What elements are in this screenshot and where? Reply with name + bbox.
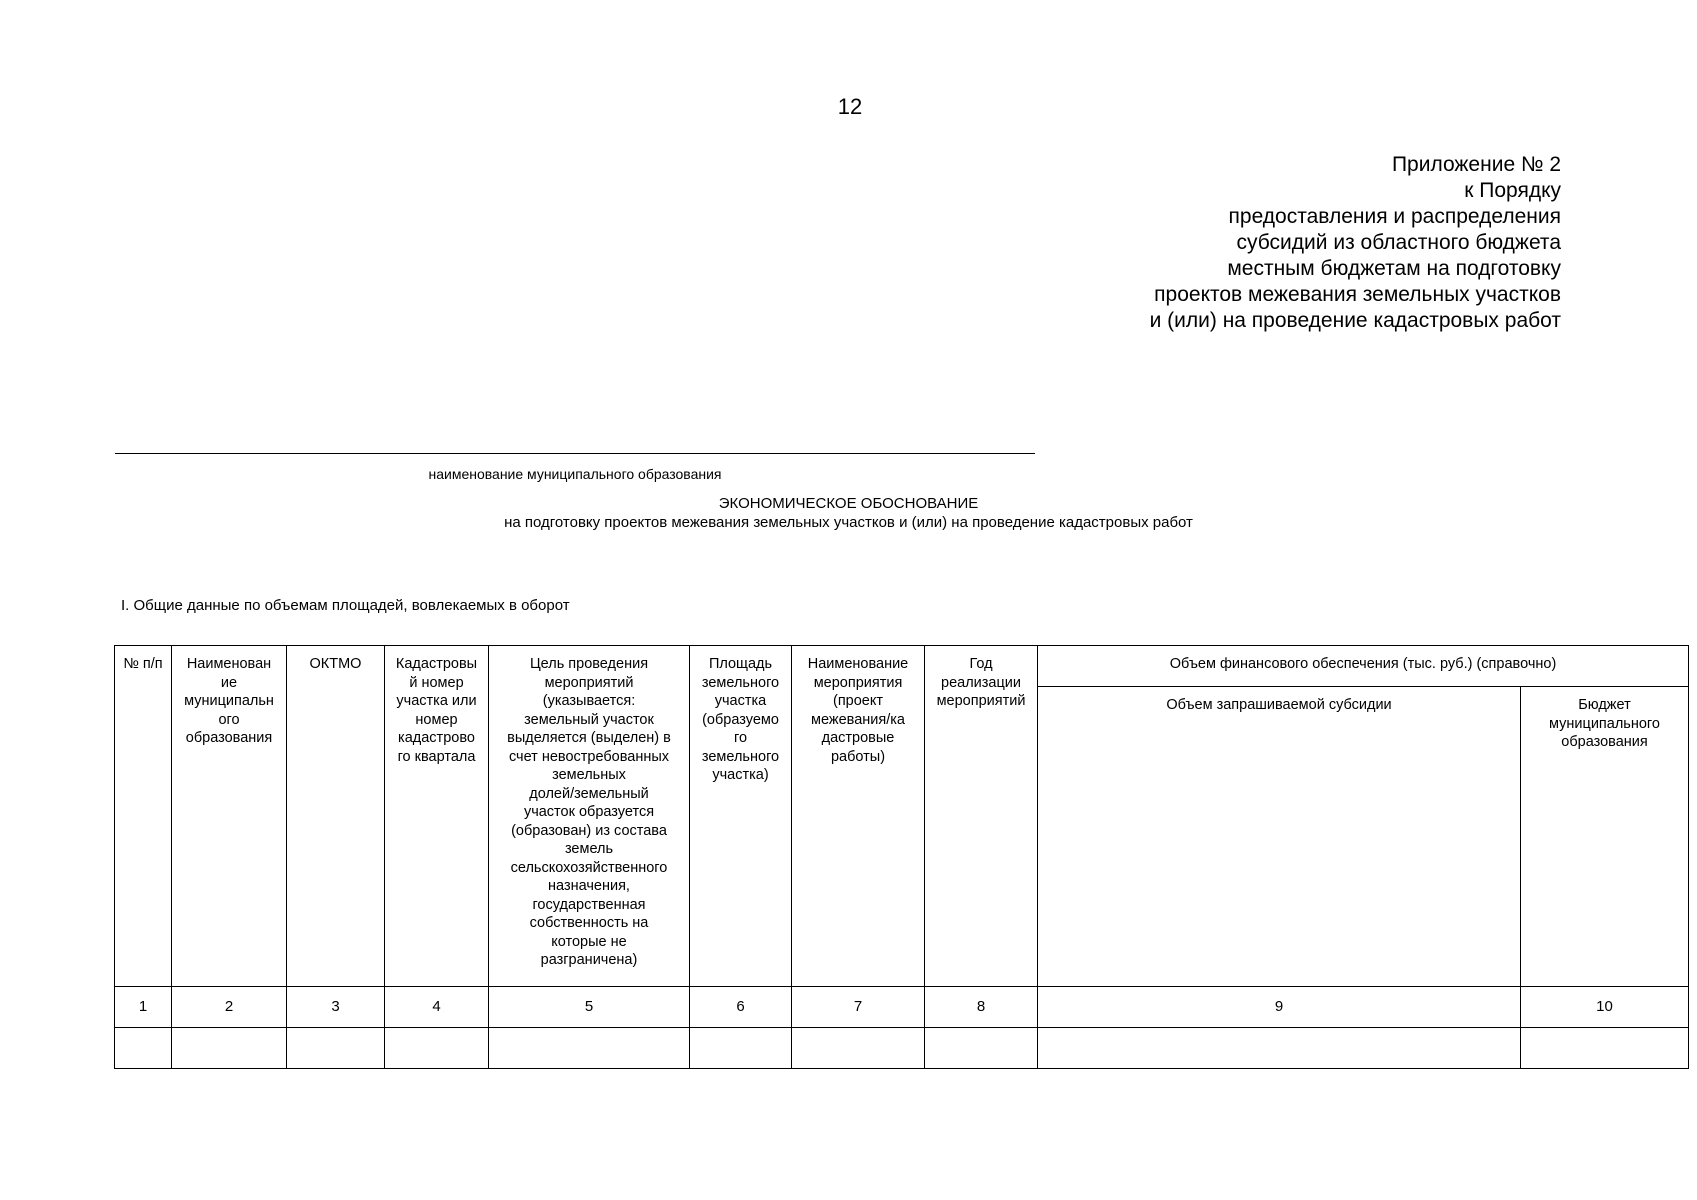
header-cell: Объем запрашиваемой субсидии — [1038, 687, 1521, 987]
header-cell-financing-group: Объем финансового обеспечения (тыс. руб.) (справочно) — [1038, 646, 1689, 687]
column-number-cell: 2 — [172, 987, 287, 1028]
municipality-fill-line[interactable] — [115, 453, 1035, 454]
column-number-cell: 4 — [385, 987, 489, 1028]
header-cell: Наименован ие муниципальн ого образования — [172, 646, 287, 987]
empty-cell[interactable] — [172, 1028, 287, 1069]
header-row — [115, 646, 1689, 687]
header-cell: № п/п — [115, 646, 172, 987]
document-title-main: ЭКОНОМИЧЕСКОЕ ОБОСНОВАНИЕ — [718, 495, 979, 512]
header-cell: Год реализации мероприятий — [925, 646, 1038, 987]
municipality-caption: наименование муниципального образования — [428, 466, 722, 482]
empty-data-row — [115, 1028, 1689, 1069]
empty-cell[interactable] — [690, 1028, 792, 1069]
column-number-cell: 3 — [287, 987, 385, 1028]
appendix-block — [961, 152, 1561, 334]
empty-cell[interactable] — [925, 1028, 1038, 1069]
column-number-cell: 8 — [925, 987, 1038, 1028]
empty-cell[interactable] — [792, 1028, 925, 1069]
column-number-cell: 1 — [115, 987, 172, 1028]
column-number-cell: 10 — [1521, 987, 1689, 1028]
column-number-cell: 7 — [792, 987, 925, 1028]
document-title-sub: на подготовку проектов межевания земельных участков и (или) на проведение кадастровых работ — [504, 514, 1193, 531]
data-table — [114, 645, 1689, 1069]
page-number: 12 — [837, 94, 863, 119]
header-cell: Наименование мероприятия (проект межевания/ка дастровые работы) — [792, 646, 925, 987]
header-cell: ОКТМО — [287, 646, 385, 987]
header-cell: Цель проведения мероприятий (указывается: земельный участок выделяется (выделен) в счет невостребованных земельных долей/земельный участок образуется (образован) из состава земель сельскохозяйственного назначения, государственная собственность на которые не разграничена) — [489, 646, 690, 987]
column-number-cell: 5 — [489, 987, 690, 1028]
column-number-row — [115, 987, 1689, 1028]
appendix-line: предоставления и распределения — [1228, 205, 1561, 228]
empty-cell[interactable] — [1521, 1028, 1689, 1069]
empty-cell[interactable] — [115, 1028, 172, 1069]
appendix-line: местным бюджетам на подготовку — [1227, 257, 1561, 280]
empty-cell[interactable] — [385, 1028, 489, 1069]
document-title — [0, 494, 1697, 532]
header-cell: Площадь земельного участка (образуемо го земельного участка) — [690, 646, 792, 987]
empty-cell[interactable] — [287, 1028, 385, 1069]
column-number-cell: 9 — [1038, 987, 1521, 1028]
column-number-cell: 6 — [690, 987, 792, 1028]
appendix-line: и (или) на проведение кадастровых работ — [1149, 309, 1561, 332]
appendix-line: субсидий из областного бюджета — [1236, 231, 1561, 254]
appendix-line: проектов межевания земельных участков — [1154, 283, 1561, 306]
empty-cell[interactable] — [1038, 1028, 1521, 1069]
appendix-line: к Порядку — [1464, 179, 1561, 202]
empty-cell[interactable] — [489, 1028, 690, 1069]
section-title: I. Общие данные по объемам площадей, вовлекаемых в оборот — [121, 597, 570, 614]
appendix-line: Приложение № 2 — [1391, 153, 1561, 176]
header-cell: Кадастровы й номер участка или номер кадастрово го квартала — [385, 646, 489, 987]
header-cell: Бюджет муниципального образования — [1521, 687, 1689, 987]
